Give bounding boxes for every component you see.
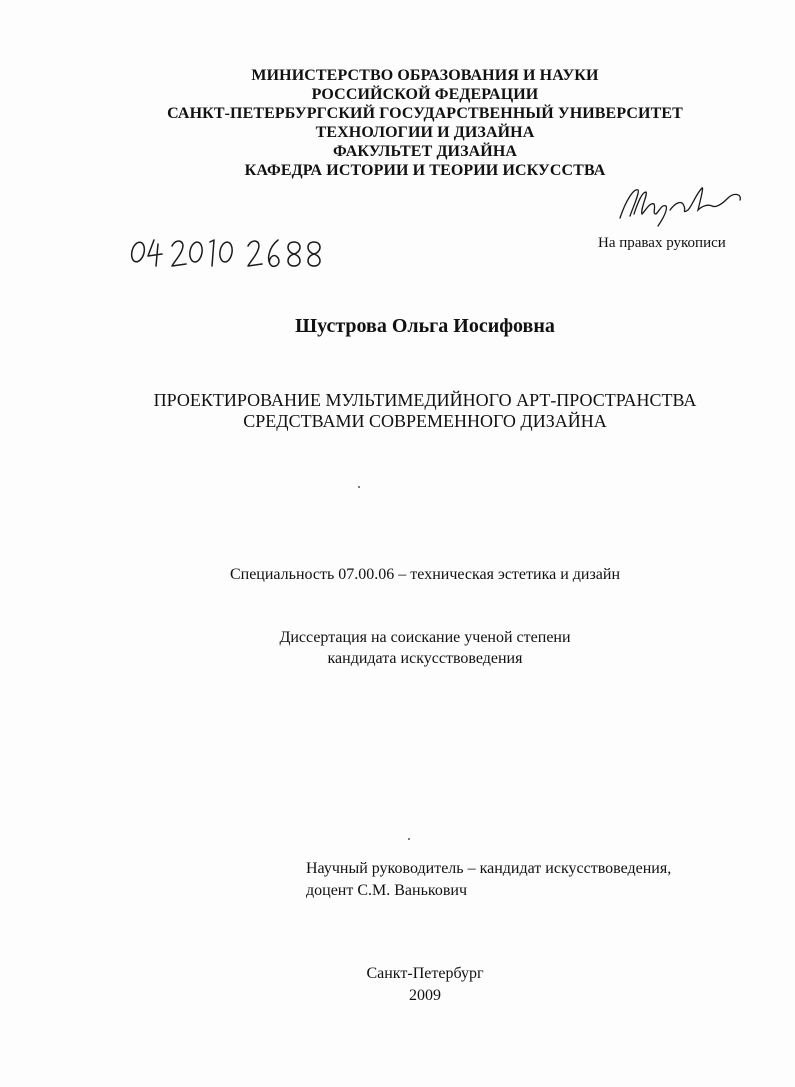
university-line-1: САНКТ-ПЕТЕРБУРГСКИЙ ГОСУДАРСТВЕННЫЙ УНИВЕРСИТЕТ (167, 105, 683, 122)
ministry-line: МИНИСТЕРСТВО ОБРАЗОВАНИЯ И НАУКИ (251, 67, 599, 84)
city: Санкт-Петербург (366, 965, 484, 982)
title-line-2: СРЕДСТВАМИ СОВРЕМЕННОГО ДИЗАЙНА (243, 411, 607, 431)
department-line: КАФЕДРА ИСТОРИИ И ТЕОРИИ ИСКУССТВА (244, 162, 606, 179)
manuscript-rights-label: На правах рукописи (598, 235, 726, 251)
dissertation-title (0, 390, 795, 432)
supervisor-line-2: доцент С.М. Ванькович (306, 882, 468, 899)
handwritten-registration-number (128, 232, 328, 274)
federation-line: РОССИЙСКОЙ ФЕДЕРАЦИИ (311, 86, 539, 103)
place-and-year (0, 963, 795, 1007)
degree-line-2: кандидата искусствоведения (327, 650, 523, 667)
scan-speck (358, 486, 360, 488)
faculty-line: ФАКУЛЬТЕТ ДИЗАЙНА (332, 143, 518, 160)
degree-line-1: Диссертация на соискание ученой степени (279, 629, 571, 646)
specialty-line: Специальность 07.00.06 – техническая эстетика и дизайн (229, 566, 621, 583)
author-signature (612, 180, 752, 230)
degree-statement (0, 627, 795, 669)
year: 2009 (409, 987, 441, 1004)
title-line-1: ПРОЕКТИРОВАНИЕ МУЛЬТИМЕДИЙНОГО АРТ-ПРОСТРАНСТВА (153, 390, 697, 410)
institution-header (0, 66, 795, 180)
scan-speck (408, 838, 410, 840)
supervisor-line-1: Научный руководитель – кандидат искусствоведения, (306, 860, 672, 877)
university-line-2: ТЕХНОЛОГИИ И ДИЗАЙНА (315, 124, 535, 141)
author-name: Шустрова Ольга Иосифовна (295, 315, 555, 337)
supervisor-block (306, 858, 671, 902)
